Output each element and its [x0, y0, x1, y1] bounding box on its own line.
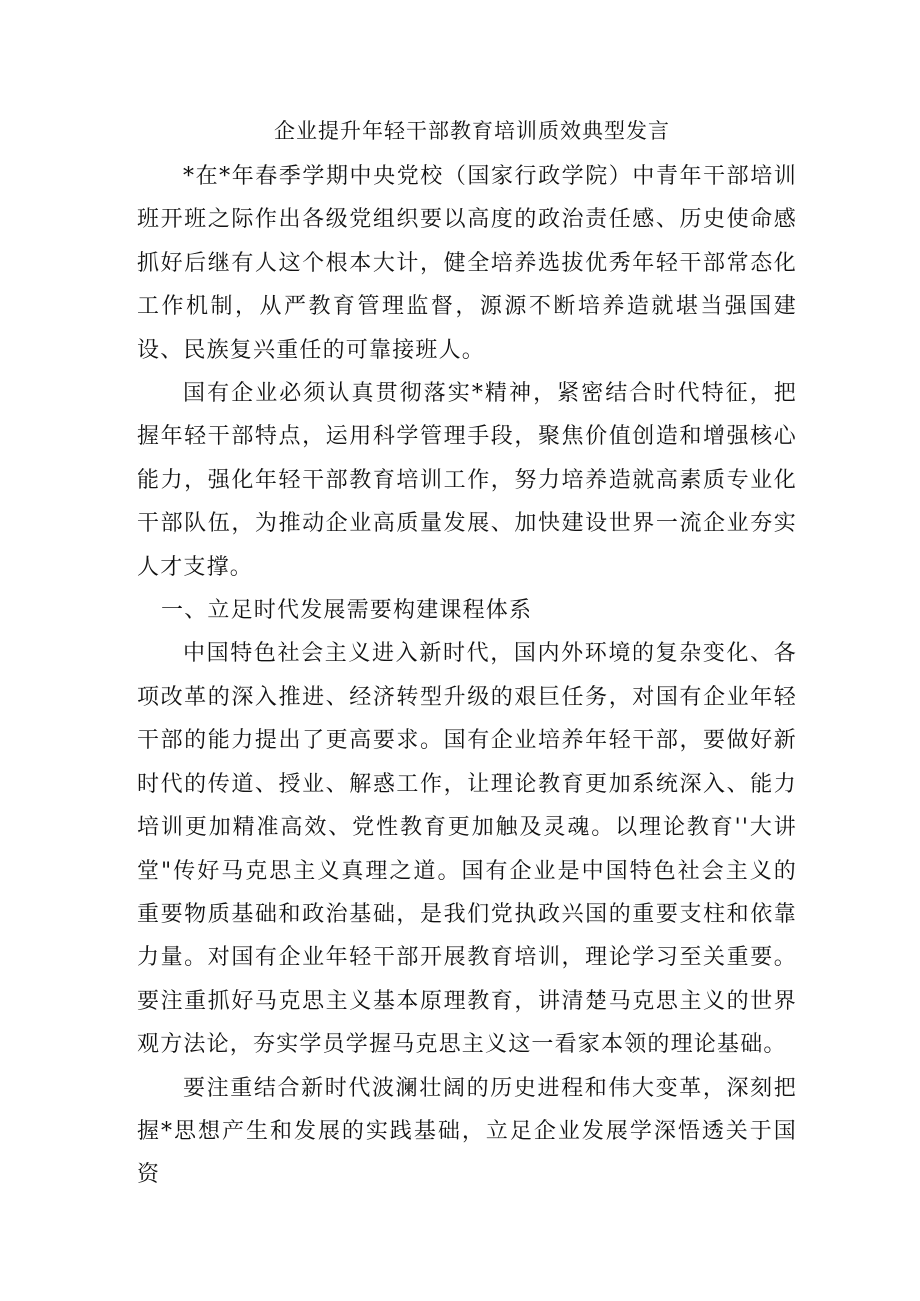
document-body — [137, 115, 797, 1197]
document-title: 企业提升年轻干部教育培训质效典型发言 — [274, 119, 670, 143]
paragraph-section-1-a: 中国特色社会主义进入新时代，国内外环境的复杂变化、各项改革的深入推进、经济转型升级的艰巨任务，对国有企业年轻干部的能力提出了更高要求。国有企业培养年轻干部，要做好新时代的传道、授业、解惑工作，让理论教育更加系统深入、能力培训更加精准高效、党性教育更加触及灵魂。以理论教育''大讲堂"传好马克思主义真理之道。国有企业是中国特色社会主义的重要物质基础和政治基础，是我们党执政兴国的重要支柱和依靠力量。对国有企业年轻干部开展教育培训，理论学习至关重要。要注重抓好马克思主义基本原理教育，讲清楚马克思主义的世界观方法论，夯实学员学握马克思主义这一看家本领的理论基础。 — [137, 641, 797, 1058]
section-heading-1: 一、立足时代发展需要构建课程体系 — [161, 598, 533, 624]
paragraph-section-1-b: 要注重结合新时代波澜壮阔的历史进程和伟大变革，深刻把握*思想产生和发展的实践基础，立足企业发展学深悟透关于国资 — [137, 1075, 797, 1188]
paragraph-soe-requirement: 国有企业必须认真贯彻落实*精神，紧密结合时代特征，把握年轻干部特点，运用科学管理手段，聚焦价值创造和增强核心能力，强化年轻干部教育培训工作，努力培养造就高素质专业化干部队伍，为推动企业高质量发展、加快建设世界一流企业夯实人才支撑。 — [137, 381, 797, 580]
paragraph-intro: *在*年春季学期中央党校（国家行政学院）中青年干部培训班开班之际作出各级党组织要以高度的政治责任感、历史使命感抓好后继有人这个根本大计，健全培养选拔优秀年轻干部常态化工作机制，从严教育管理监督，源源不断培养造就堪当强国建设、民族复兴重任的可靠接班人。 — [137, 164, 797, 363]
